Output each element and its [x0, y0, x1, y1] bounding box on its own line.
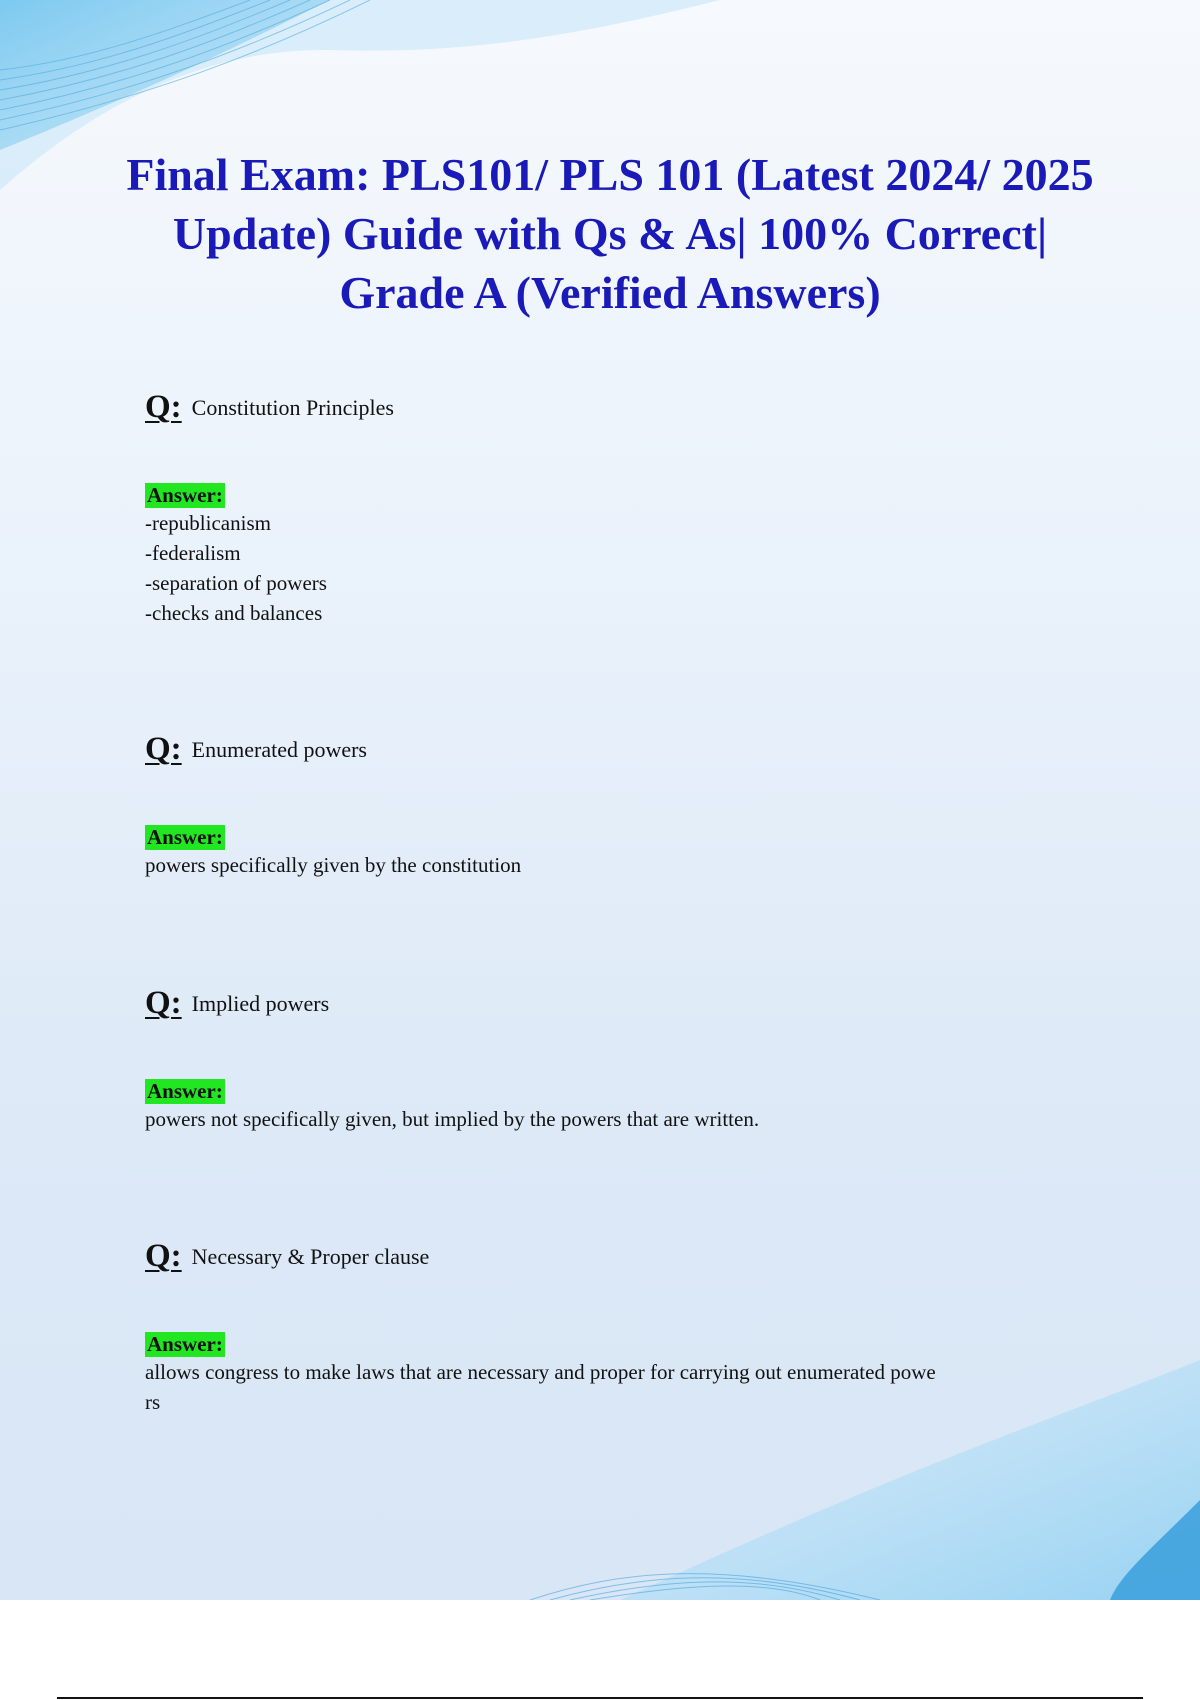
answer-line: -separation of powers — [145, 571, 327, 595]
answer-block — [145, 1079, 1105, 1134]
answer-label: Answer: — [147, 825, 223, 849]
footer-divider — [57, 1697, 1143, 1699]
answer-text: allows congress to make laws that are necessary and proper for carrying out enumerated powe rs — [145, 1360, 936, 1414]
qa-item-constitution-principles — [145, 389, 1105, 628]
question-text: Constitution Principles — [191, 395, 394, 420]
question-line — [145, 731, 1105, 767]
answer-line: -republicanism — [145, 511, 271, 535]
question-text: Necessary & Proper clause — [191, 1244, 430, 1269]
qa-item-enumerated-powers — [145, 731, 1105, 880]
qa-item-implied-powers — [145, 985, 1105, 1134]
qa-item-necessary-proper-clause — [145, 1238, 1105, 1417]
answer-text: powers not specifically given, but implied by the powers that are written. — [145, 1107, 760, 1131]
answer-line: -checks and balances — [145, 601, 323, 625]
question-line — [145, 1238, 1105, 1274]
question-marker: Q: — [145, 731, 182, 767]
answer-block — [145, 483, 1105, 628]
question-line — [145, 389, 1105, 425]
question-text: Implied powers — [191, 991, 330, 1016]
answer-block — [145, 825, 1105, 880]
answer-label: Answer: — [147, 1079, 223, 1103]
answer-block — [145, 1332, 1105, 1417]
answer-line: -federalism — [145, 541, 241, 565]
answer-label: Answer: — [147, 483, 223, 507]
document-title: Final Exam: PLS101/ PLS 101 (Latest 2024/ 2025 Update) Guide with Qs & As| 100% Correct| Grade A (Verified Answers) — [126, 149, 1094, 318]
answer-text: powers specifically given by the constitution — [145, 853, 522, 877]
question-marker: Q: — [145, 1238, 182, 1274]
answer-label: Answer: — [147, 1332, 223, 1356]
answer-list — [145, 508, 1105, 628]
question-line — [145, 985, 1105, 1021]
question-text: Enumerated powers — [191, 737, 367, 762]
question-marker: Q: — [145, 389, 182, 425]
question-marker: Q: — [145, 985, 182, 1021]
